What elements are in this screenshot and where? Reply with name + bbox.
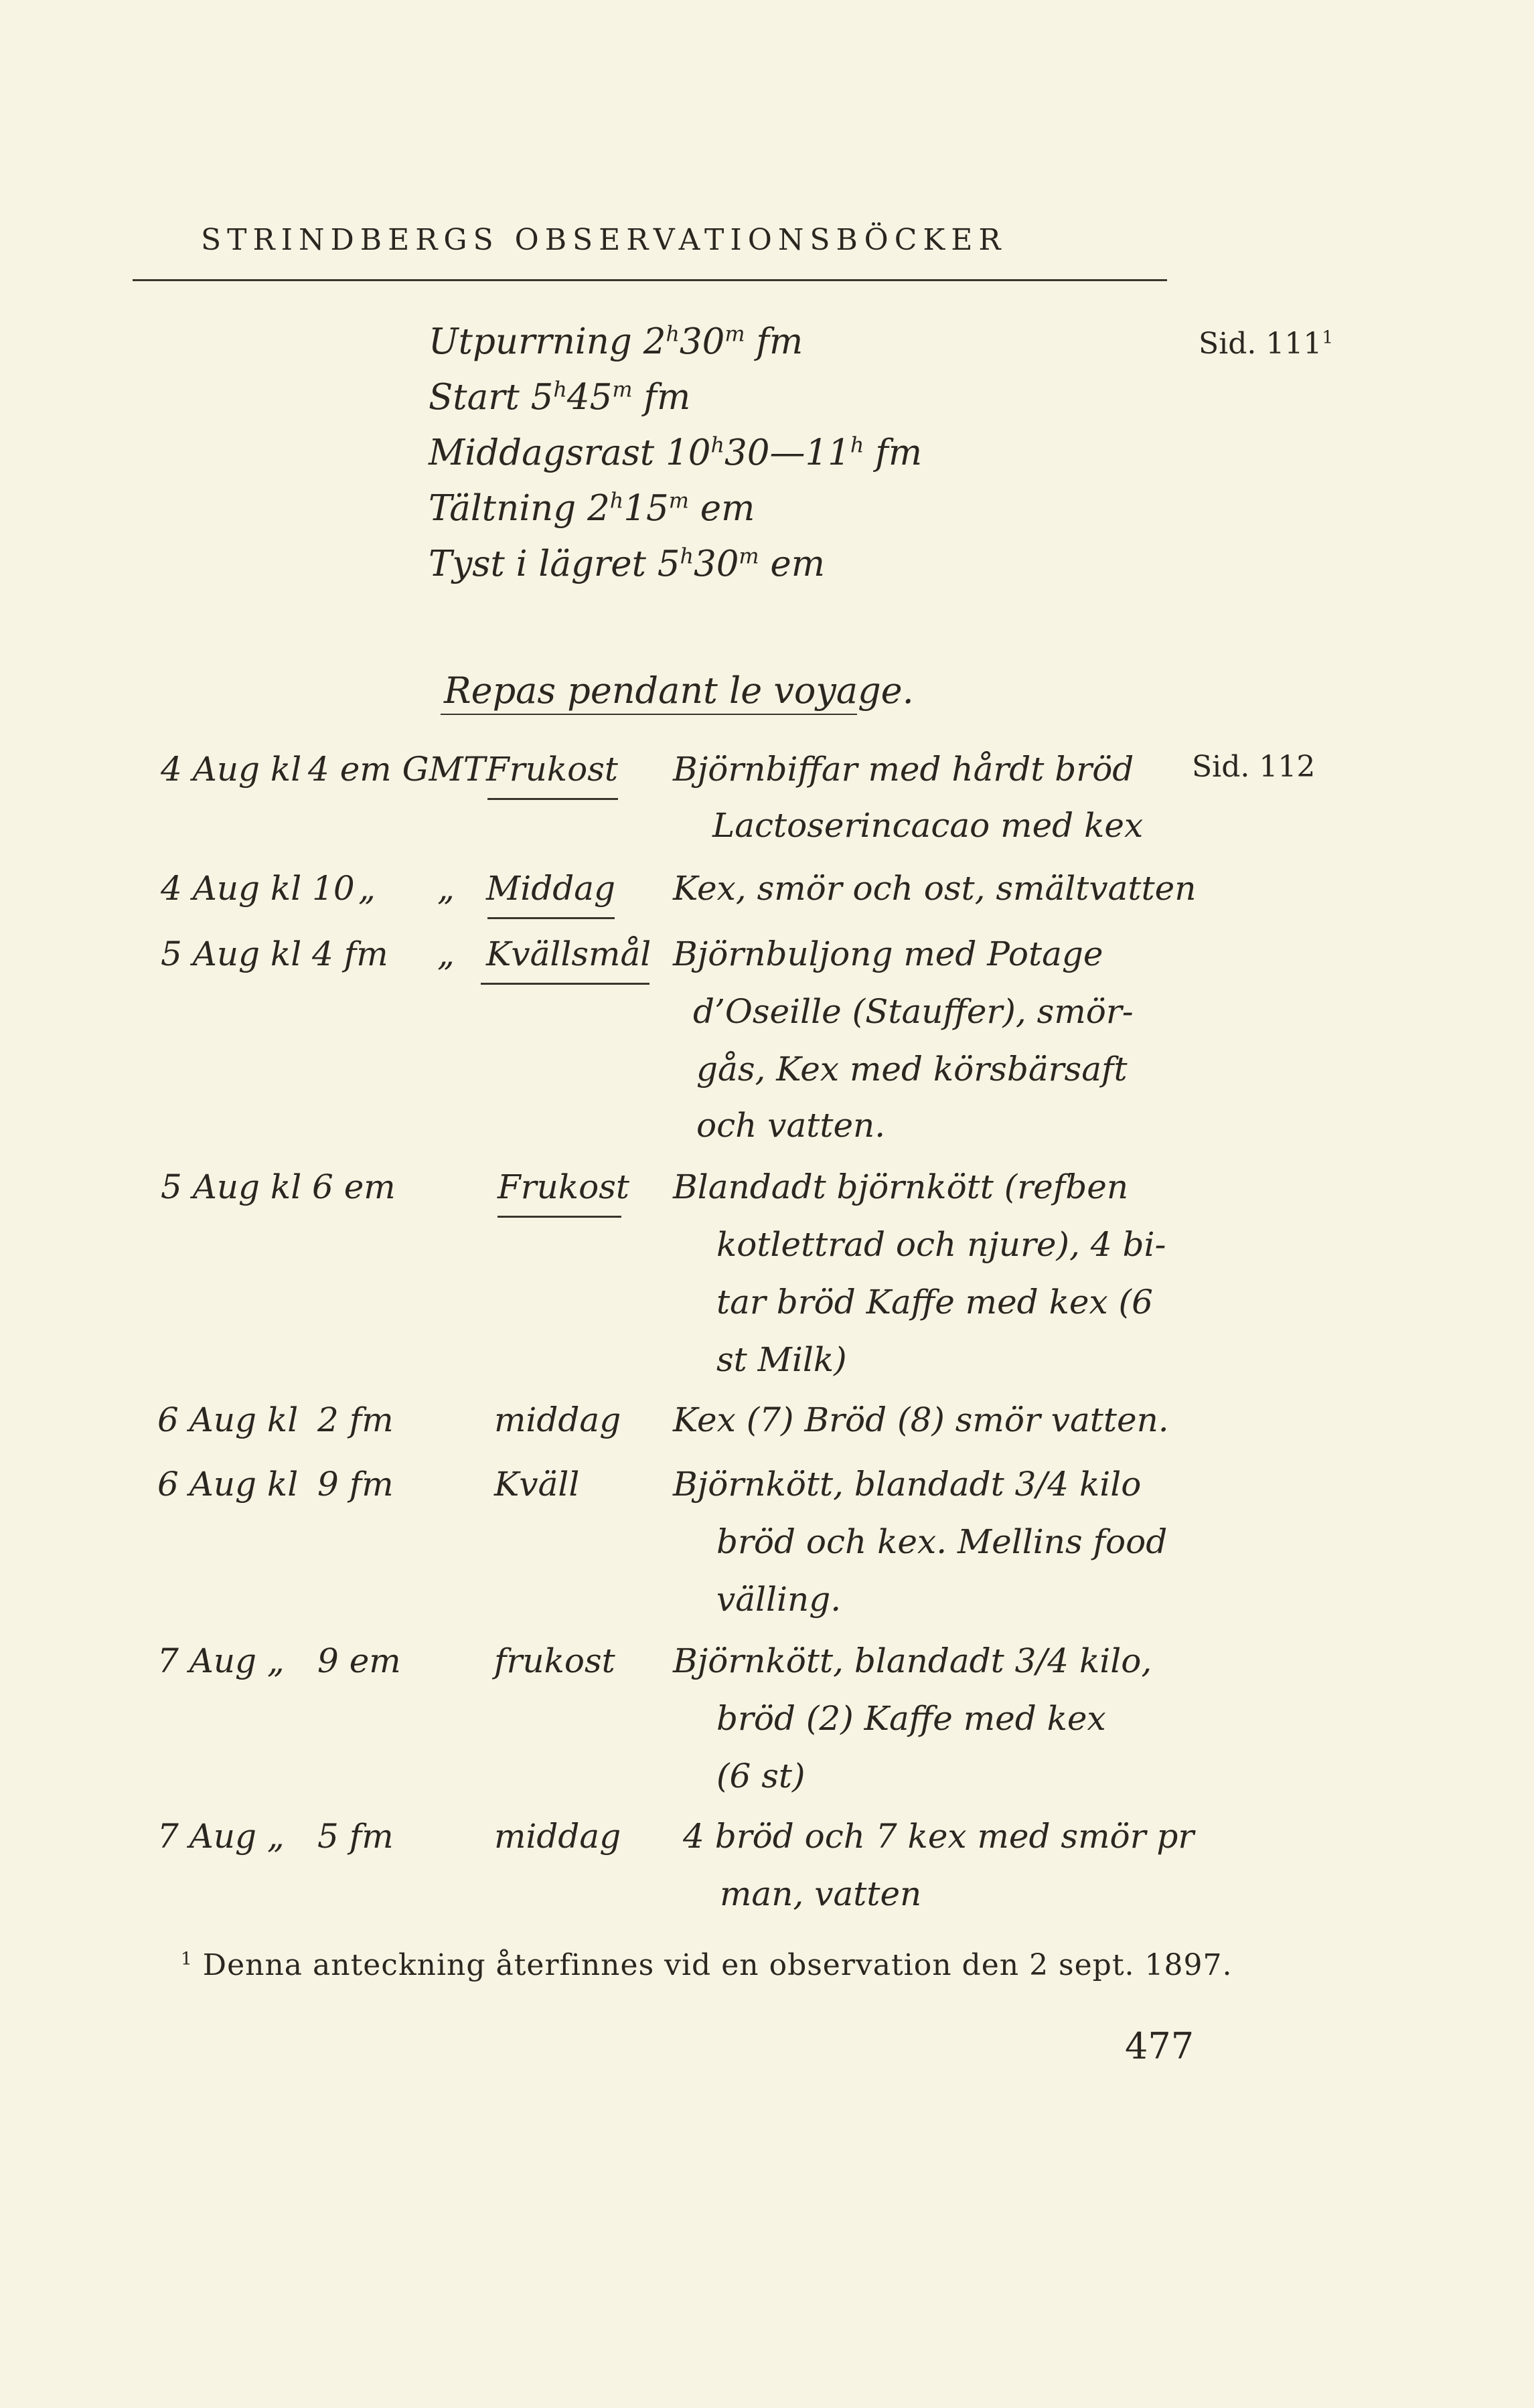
meal-name: Kväll — [494, 1465, 580, 1504]
meal-time: 6 em — [312, 1168, 396, 1206]
meal-desc: välling. — [716, 1580, 842, 1619]
meal-desc: man, vatten — [720, 1874, 922, 1913]
schedule-line: Tältning 2$^h$15$^m$ em — [429, 488, 755, 529]
meal-date: 5 Aug kl — [161, 1168, 302, 1206]
meal-desc: st Milk) — [716, 1340, 847, 1379]
meal-desc: tar bröd Kaffe med kex (6 — [716, 1283, 1153, 1321]
meal-time: 5 fm — [317, 1817, 394, 1856]
meal-desc: Björnkött, blandadt 3/4 kilo — [673, 1465, 1142, 1504]
meal-desc: 4 bröd och 7 kex med smör pr — [683, 1817, 1195, 1856]
meal-name: Kvällsmål — [486, 935, 651, 973]
meal-desc: (6 st) — [716, 1757, 806, 1795]
meal-time: 4 em GMT — [308, 750, 486, 789]
meal-time: 2 fm — [317, 1400, 394, 1439]
meal-name: middag — [494, 1400, 621, 1439]
meal-desc: kotlettrad och njure), 4 bi- — [716, 1225, 1166, 1264]
meal-name: Frukost — [486, 750, 618, 789]
meal-time: 9 fm — [317, 1465, 394, 1504]
meal-date: 4 Aug kl — [161, 750, 302, 789]
meal-date: 5 Aug kl — [161, 935, 302, 973]
meal-date: 4 Aug kl 10 — [161, 869, 355, 908]
meal-name: Middag — [486, 869, 616, 908]
meal-time: 9 em — [317, 1641, 401, 1680]
schedule-line: Utpurrning 2$^h$30$^m$ fm — [429, 321, 803, 362]
meal-desc: bröd (2) Kaffe med kex — [716, 1699, 1106, 1738]
meal-date: 6 Aug kl — [157, 1400, 299, 1439]
meal-underline — [481, 983, 649, 985]
schedule-line: Middagsrast 10$^h$30—11$^h$ fm — [429, 432, 923, 473]
meal-name: middag — [494, 1817, 621, 1856]
section-title: Repas pendant le voyage. — [444, 669, 914, 712]
meal-desc: och vatten. — [696, 1106, 886, 1145]
meal-desc: Lactoserincacao med kex — [712, 806, 1144, 845]
meal-date: 6 Aug kl — [157, 1465, 299, 1504]
margin-sid-112: Sid. 112 — [1192, 750, 1316, 784]
header-rule — [133, 279, 1167, 281]
meal-desc: Blandadt björnkött (refben — [673, 1168, 1129, 1206]
meal-desc: Kex, smör och ost, smältvatten — [673, 869, 1197, 908]
meal-desc: Kex (7) Bröd (8) smör vatten. — [673, 1400, 1169, 1439]
meal-desc: Björnbuljong med Potage — [673, 935, 1103, 973]
margin-sid-111: Sid. $111^1$ — [1199, 327, 1334, 361]
meal-underline — [487, 917, 615, 919]
meal-underline — [497, 1216, 621, 1218]
meal-name: frukost — [494, 1641, 615, 1680]
meal-underline — [487, 798, 618, 800]
meal-date: 7 Aug „ — [157, 1817, 285, 1856]
meal-desc: d’Oseille (Stauffer), smör- — [693, 992, 1134, 1031]
meal-desc: Björnkött, blandadt 3/4 kilo, — [673, 1641, 1152, 1680]
footnote: $^1$ Denna anteckning återfinnes vid en observation den 2 sept. 1897. — [181, 1948, 1233, 1982]
meal-time: „ — [358, 869, 376, 908]
meal-desc: bröd och kex. Mellins food — [716, 1522, 1168, 1561]
ditto-mark: „ — [437, 869, 455, 908]
ditto-mark: „ — [437, 935, 455, 973]
schedule-line: Start 5$^h$45$^m$ fm — [429, 377, 691, 418]
running-header: STRINDBERGS OBSERVATIONSBÖCKER — [201, 223, 1007, 257]
meal-time: 4 fm — [312, 935, 388, 973]
page-number: 477 — [1125, 2025, 1195, 2067]
meal-date: 7 Aug „ — [157, 1641, 285, 1680]
schedule-line: Tyst i lägret 5$^h$30$^m$ em — [429, 544, 826, 584]
title-underline — [441, 714, 857, 715]
meal-desc: Björnbiffar med hårdt bröd — [673, 750, 1134, 789]
meal-desc: gås, Kex med körsbärsaft — [696, 1050, 1128, 1089]
meal-name: Frukost — [497, 1168, 629, 1206]
